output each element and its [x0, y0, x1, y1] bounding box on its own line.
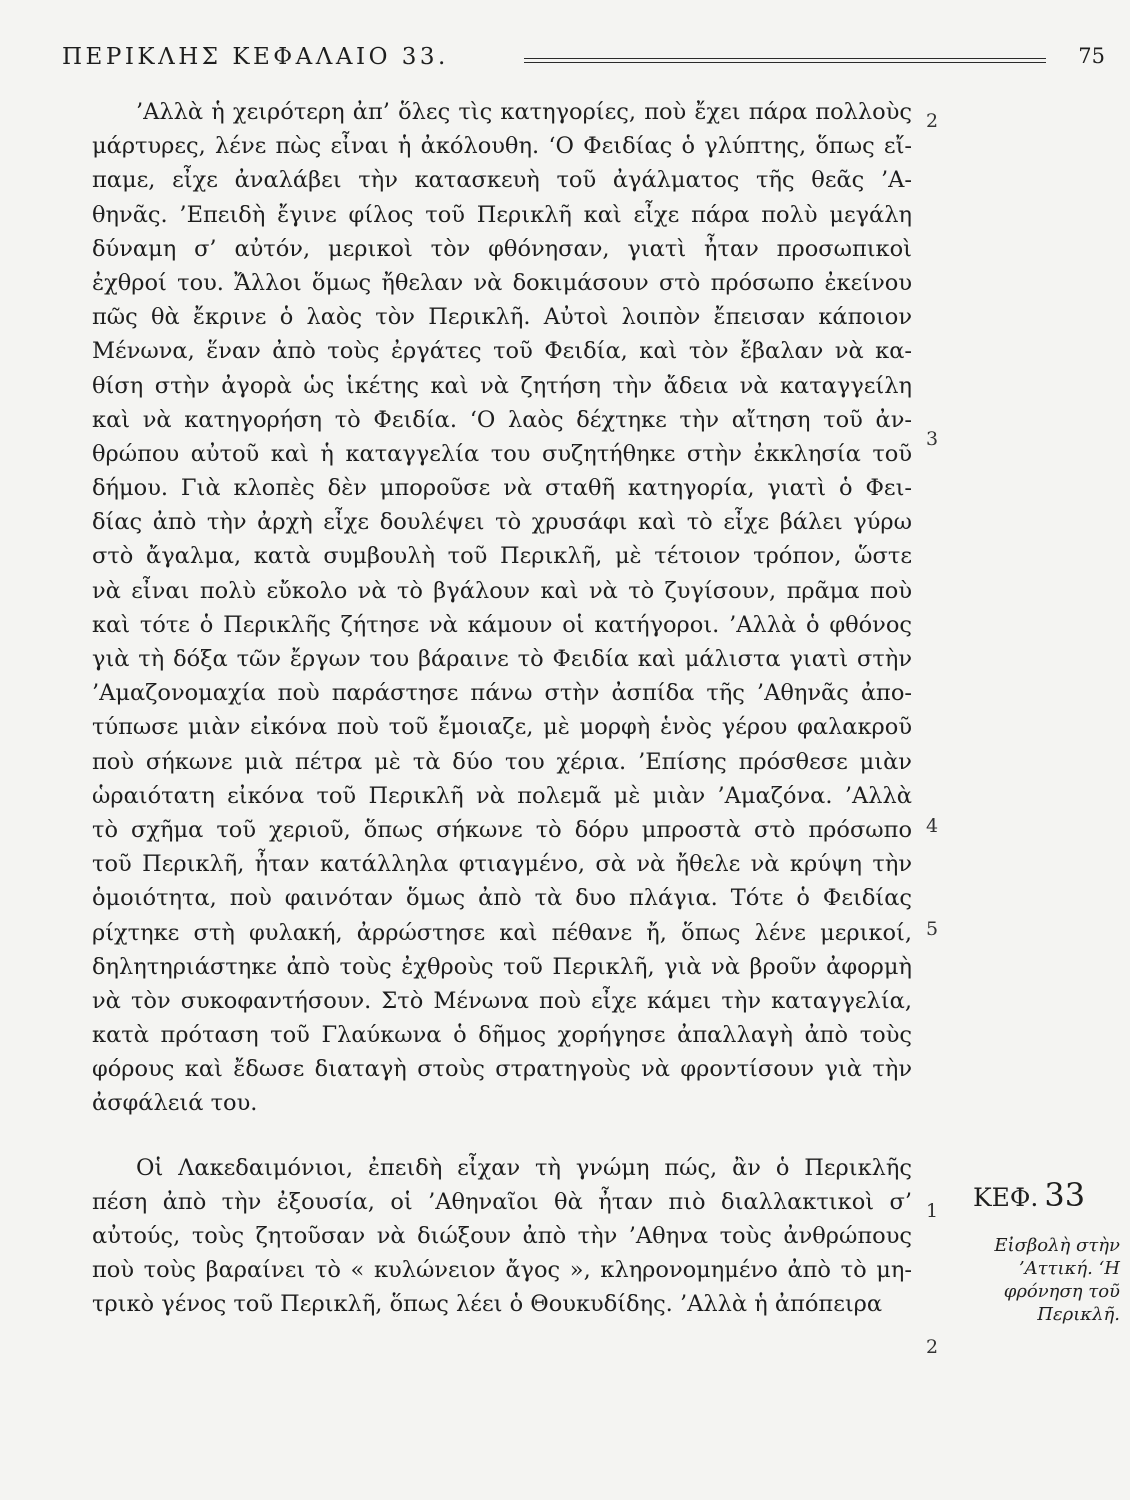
text-line: πῶς θὰ ἔκρινε ὁ λαὸς τὸν Περικλῆ. Αὐτοὶ λοιπὸν ἔπεισαν κάποιον — [92, 304, 912, 331]
chapter-number: 33 — [1044, 1176, 1086, 1214]
text-line: θηνᾶς. ’Επειδὴ ἔγινε φίλος τοῦ Περικλῆ καὶ εἶχε πάρα πολὺ μεγάλη — [92, 201, 912, 228]
text-line: τρικὸ γένος τοῦ Περικλῆ, ὅπως λέει ὁ Θουκυδίδης. ’Αλλὰ ἡ ἀπόπειρα — [92, 1291, 883, 1318]
text-line: ἐχθροί του. Ἄλλοι ὅμως ἤθελαν νὰ δοκιμάσουν στὸ πρόσωπο ἐκείνου — [92, 269, 912, 296]
margin-number: 2 — [926, 110, 939, 132]
text-line: στὸ ἄγαλμα, κατὰ συμβουλὴ τοῦ Περικλῆ, μὲ τέτοιον τρόπον, ὥστε — [92, 543, 912, 570]
text-line: δήμου. Γιὰ κλοπὲς δὲν μποροῦσε νὰ σταθῆ κατηγορία, γιατὶ ὁ Φει- — [92, 475, 912, 502]
running-header — [62, 44, 1107, 78]
body-text — [92, 95, 912, 1322]
paragraph — [92, 1151, 912, 1322]
text-line: θρώπου αὐτοῦ καὶ ἡ καταγγελία του συζητήθηκε στὴν ἐκκλησία τοῦ — [92, 440, 912, 467]
text-line: ὡραιότατη εἰκόνα τοῦ Περικλῆ νὰ πολεμᾶ μὲ μιὰν ’Αμαζόνα. ’Αλλὰ — [92, 782, 912, 809]
text-line: μάρτυρες, λένε πὼς εἶναι ἡ ἀκόλουθη. ‘Ο Φειδίας ὁ γλύπτης, ὅπως εἴ- — [92, 133, 912, 160]
text-line: καὶ νὰ κατηγορήση τὸ Φειδία. ‘Ο λαὸς δέχτηκε τὴν αἴτηση τοῦ ἀν- — [92, 406, 912, 433]
chapter-label: ΚΕΦ. — [973, 1183, 1039, 1212]
text-line: κατὰ πρόταση τοῦ Γλαύκωνα ὁ δῆμος χορήγησε ἀπαλλαγὴ ἀπὸ τοὺς — [92, 1022, 912, 1049]
running-title: ΠΕΡΙΚΛΗΣ ΚΕΦΑΛΑΙΟ 33. — [62, 44, 449, 70]
text-line: δηλητηριάστηκε ἀπὸ τοὺς ἐχθροὺς τοῦ Περικλῆ, γιὰ νὰ βροῦν ἀφορμὴ — [92, 953, 912, 980]
text-line: αὐτούς, τοὺς ζητοῦσαν νὰ διώξουν ἀπὸ τὴν ’Αθηνα τοὺς ἀνθρώπους — [92, 1223, 912, 1249]
paragraph — [92, 95, 912, 1121]
chapter-side-note: Εἰσβολὴ στὴν ’Αττική. ‘Η φρόνηση τοῦ Περικλῆ. — [994, 1235, 1120, 1325]
text-line: θίση στὴν ἀγορὰ ὡς ἱκέτης καὶ νὰ ζητήση τὴν ἄδεια νὰ καταγγείλη — [92, 372, 912, 399]
paragraph-gap — [92, 1121, 912, 1151]
page-number: 75 — [1078, 44, 1105, 68]
text-line: παμε, εἶχε ἀναλάβει τὴν κατασκευὴ τοῦ ἀγάλματος τῆς θεᾶς ’Α- — [92, 167, 912, 194]
margin-number: 2 — [926, 1336, 939, 1358]
text-line: νὰ τὸν συκοφαντήσουν. Στὸ Μένωνα ποὺ εἶχε κάμει τὴν καταγγελία, — [92, 987, 912, 1014]
text-line: ποὺ σήκωνε μιὰ πέτρα μὲ τὰ δύο του χέρια. ’Επίσης πρόσθεσε μιὰν — [92, 748, 912, 775]
text-line: τὸ σχῆμα τοῦ χεριοῦ, ὅπως σήκωνε τὸ δόρυ μπροστὰ στὸ πρόσωπο — [92, 816, 912, 843]
text-line: ’Αμαζονομαχία ποὺ παράστησε πάνω στὴν ἀσπίδα τῆς ’Αθηνᾶς ἀπο- — [92, 680, 912, 707]
text-line: ὁμοιότητα, ποὺ φαινόταν ὅμως ἀπὸ τὰ δυο πλάγια. Τότε ὁ Φειδίας — [92, 885, 912, 912]
text-line: ’Αλλὰ ἡ χειρότερη ἀπ’ ὅλες τὶς κατηγορίες, ποὺ ἔχει πάρα πολλοὺς — [136, 99, 912, 125]
text-line: τύπωσε μιὰν εἰκόνα ποὺ τοῦ ἔμοιαζε, μὲ μορφὴ ἑνὸς γέρου φαλακροῦ — [92, 714, 912, 741]
text-line: δίας ἀπὸ τὴν ἀρχὴ εἶχε δουλέψει τὸ χρυσάφι καὶ τὸ εἶχε βάλει γύρω — [92, 509, 912, 536]
margin-number: 1 — [926, 1200, 939, 1222]
header-rule — [524, 58, 1046, 63]
text-line: Μένωνα, ἕναν ἀπὸ τοὺς ἐργάτες τοῦ Φειδία, καὶ τὸν ἔβαλαν νὰ κα- — [92, 338, 912, 365]
text-line: δύναμη σ’ αὐτόν, μερικοὶ τὸν φθόνησαν, γιατὶ ἦταν προσωπικοὶ — [92, 235, 912, 262]
text-line: ἀσφάλειά του. — [92, 1090, 258, 1117]
text-line: ρίχτηκε στὴ φυλακή, ἀρρώστησε καὶ πέθανε ἤ, ὅπως λένε μερικοί, — [92, 919, 912, 946]
text-line: φόρους καὶ ἔδωσε διαταγὴ στοὺς στρατηγοὺς νὰ φροντίσουν γιὰ τὴν — [92, 1056, 912, 1083]
text-line: ποὺ τοὺς βαραίνει τὸ « κυλώνειον ἄγος », κληρονομημένο ἀπὸ τὸ μη- — [92, 1257, 912, 1284]
text-line: γιὰ τὴ δόξα τῶν ἔργων του βάραινε τὸ Φειδία καὶ μάλιστα γιατὶ στὴν — [92, 646, 912, 672]
text-line: τοῦ Περικλῆ, ἦταν κατάλληλα φτιαγμένο, σὰ νὰ ἤθελε νὰ κρύψη τὴν — [92, 851, 912, 878]
text-line: καὶ τότε ὁ Περικλῆς ζήτησε νὰ κάμουν οἱ κατήγοροι. ’Αλλὰ ὁ φθόνος — [92, 611, 912, 638]
margin-number: 5 — [926, 918, 939, 940]
text-line: πέση ἀπὸ τὴν ἐξουσία, οἱ ’Αθηναῖοι θὰ ἦταν πιὸ διαλλακτικοὶ σ’ — [92, 1188, 912, 1215]
margin-number: 3 — [926, 428, 939, 450]
chapter-heading — [973, 1176, 1085, 1214]
text-line: νὰ εἶναι πολὺ εὔκολο νὰ τὸ βγάλουν καὶ νὰ τὸ ζυγίσουν, πρᾶμα ποὺ — [92, 577, 912, 604]
text-line: Οἱ Λακεδαιμόνιοι, ἐπειδὴ εἶχαν τὴ γνώμη πώς, ἂν ὁ Περικλῆς — [136, 1154, 912, 1181]
margin-number: 4 — [926, 815, 939, 837]
